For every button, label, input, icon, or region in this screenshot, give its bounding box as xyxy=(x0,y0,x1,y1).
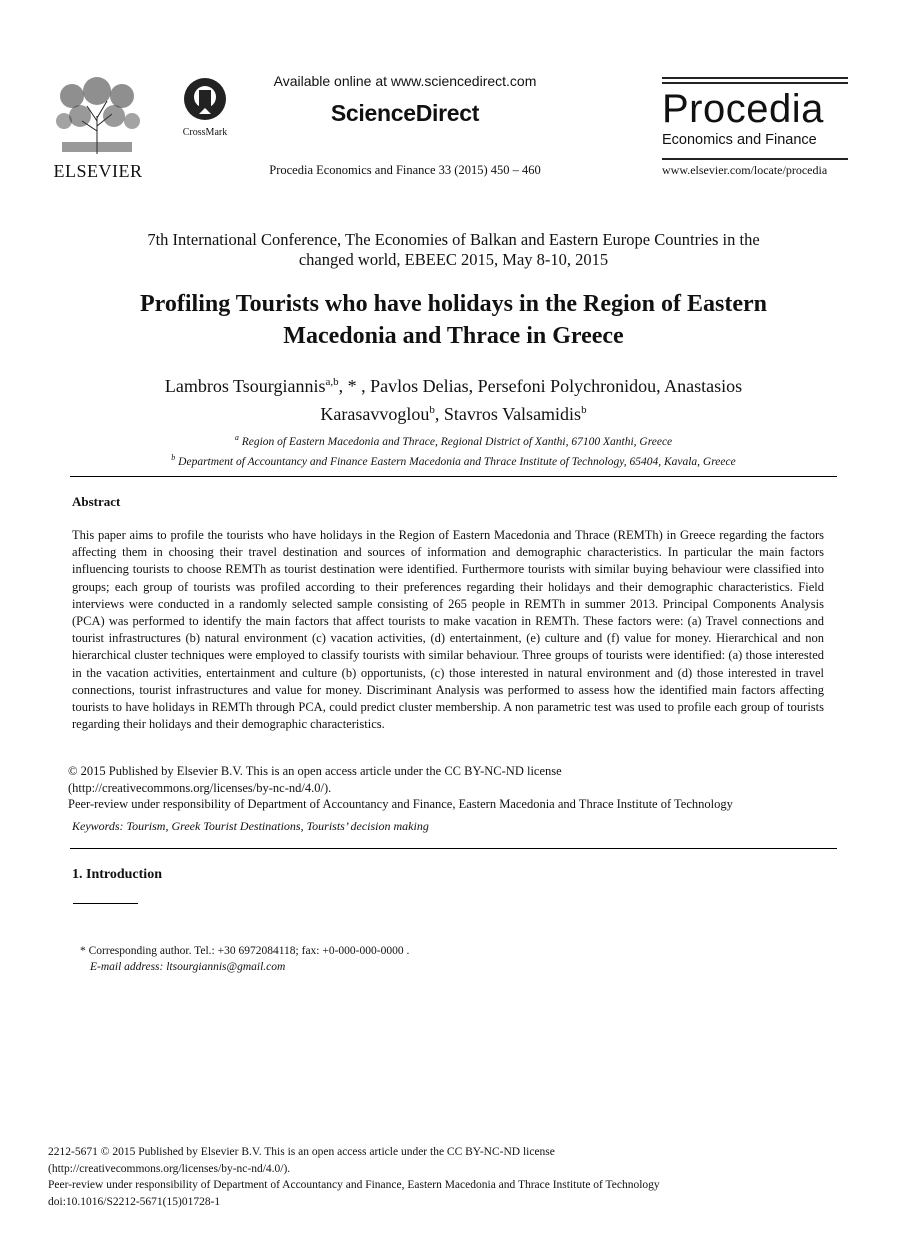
affil-text: Region of Eastern Macedonia and Thrace, Regional District of Xanthi, 67100 Xanthi, Greece xyxy=(238,435,673,448)
available-online: Available online at www.sciencedirect.com xyxy=(273,73,537,89)
affiliations xyxy=(70,430,837,470)
authors-line-2 xyxy=(70,398,837,426)
license-line-1: © 2015 Published by Elsevier B.V. This is an open access article under the CC BY-NC-ND license xyxy=(68,764,562,778)
affiliation-b xyxy=(70,450,837,470)
title-line-2: Macedonia and Thrace in Greece xyxy=(283,323,624,349)
authors-line-1 xyxy=(70,370,837,398)
title-line-1: Profiling Tourists who have holidays in the Region of Eastern xyxy=(140,291,767,317)
author-name: , Stavros Valsamidis xyxy=(434,404,582,424)
author-affil-sup: b xyxy=(581,404,587,416)
elsevier-tree-icon xyxy=(52,76,142,156)
divider-top xyxy=(70,476,837,477)
paper-title xyxy=(70,288,837,352)
procedia-rule-bottom xyxy=(662,158,848,160)
page-footer xyxy=(48,1144,868,1210)
crossmark-label: CrossMark xyxy=(182,127,228,138)
footer-license-link[interactable]: (http://creativecommons.org/licenses/by-nc-nd/4.0/). xyxy=(48,1162,291,1175)
journal-reference: Procedia Economics and Finance 33 (2015) 450 – 460 xyxy=(269,163,541,177)
footnote-rule xyxy=(73,903,138,904)
author-names: Pavlos Delias, Persefoni Polychronidou, Anastasios xyxy=(365,376,743,396)
keywords: Keywords: Tourism, Greek Tourist Destinations, Tourists’ decision making xyxy=(72,819,429,833)
procedia-wordmark: Procedia xyxy=(662,87,824,131)
elsevier-wordmark: ELSEVIER xyxy=(53,161,143,181)
elsevier-logo xyxy=(52,76,144,181)
abstract-text: This paper aims to profile the tourists who have holidays in the Region of Eastern Macedonia and Thrace (REMTh) in Greece regarding the factors affecting them in choosing their travel destination and sources of information and demographic characteristics. In particular the main factors influencing tourists to choose REMTh as tourist destination were identified. Furthermore tourists with similar buying behaviour were classified into groups; each group of tourists was profiled according to their preferences regarding their holidays and their demographic characteristics. Field interviews were conducted in a randomly selected sample consisting of 265 people in REMTh in summer 2013. Principal Components Analysis (PCA) was performed to identify the main factors that affect tourists to make vacation in REMTh. These factors were: (a) Travel connections and tourist infrastructures (b) natural environment (c) vacation activities, (d) entertainment, (e) culture and (f) value for money. Hierarchical and non hierarchical cluster techniques were employed to classify tourists with similar behaviour. Three groups of tourists were identified: (a) those interested in the vacation activities, entertainment and culture (b) opportunists, (c) those interested in natural environment and (d) those interested in travel connections, tourist infrastructures and value for money. Discriminant Analysis was performed to assess how the identified main factors affecting tourists to have holidays in REMTh through PCA, could predict cluster membership. A non parametric test was used to profile each group of tourists regarding their holidays and their demographic characteristics. xyxy=(72,528,824,732)
license-link[interactable]: (http://creativecommons.org/licenses/by-nc-nd/4.0/). xyxy=(68,780,332,795)
author-name: Karasavvoglou xyxy=(320,404,430,424)
author-affil-sup: a,b xyxy=(325,376,339,388)
crossmark-icon xyxy=(182,76,228,122)
footnote-email[interactable]: E-mail address: ltsourgiannis@gmail.com xyxy=(90,961,286,973)
footnote-contact: * Corresponding author. Tel.: +30 6972084118; fax: +0-000-000-0000 . xyxy=(80,945,410,957)
author-affil-sup: b xyxy=(429,404,435,416)
footer-issn-license: 2212-5671 © 2015 Published by Elsevier B.V. This is an open access article under the CC BY-NC-ND license xyxy=(48,1146,555,1158)
author-name: Lambros Tsourgiannis xyxy=(164,376,326,396)
procedia-url[interactable]: www.elsevier.com/locate/procedia xyxy=(662,163,828,177)
procedia-rule-top xyxy=(662,77,848,79)
affiliation-a xyxy=(70,430,837,450)
conference-line-1: 7th International Conference, The Economies of Balkan and Eastern Europe Countries in the xyxy=(147,230,760,249)
corresponding-footnote xyxy=(80,943,409,975)
crossmark-logo[interactable] xyxy=(175,76,235,138)
affil-text: Department of Accountancy and Finance Eastern Macedonia and Thrace Institute of Technology, 65404, Kavala, Greece xyxy=(175,455,736,468)
conference-info xyxy=(70,230,837,270)
sciencedirect-logo[interactable]: ScienceDirect xyxy=(330,100,480,126)
peer-review-line: Peer-review under responsibility of Department of Accountancy and Finance, Eastern Macedonia and Thrace Institute of Technology xyxy=(68,797,733,811)
section-heading-introduction: 1. Introduction xyxy=(72,867,162,882)
abstract-heading: Abstract xyxy=(72,494,121,509)
corresponding-mark: , * , xyxy=(338,376,366,396)
author-list xyxy=(70,370,837,426)
affil-sup: a xyxy=(234,433,239,442)
conference-line-2: changed world, EBEEC 2015, May 8-10, 2015 xyxy=(298,250,609,269)
procedia-rule-top-2 xyxy=(662,82,848,84)
divider-bottom xyxy=(70,848,837,849)
affil-sup: b xyxy=(171,452,176,462)
license-block xyxy=(68,763,828,813)
footer-doi[interactable]: doi:10.1016/S2212-5671(15)01728-1 xyxy=(48,1195,221,1208)
procedia-logo xyxy=(662,77,848,178)
procedia-subtitle: Economics and Finance xyxy=(662,132,817,148)
footer-peer-review: Peer-review under responsibility of Department of Accountancy and Finance, Eastern Macedonia and Thrace Institute of Technology xyxy=(48,1179,660,1191)
